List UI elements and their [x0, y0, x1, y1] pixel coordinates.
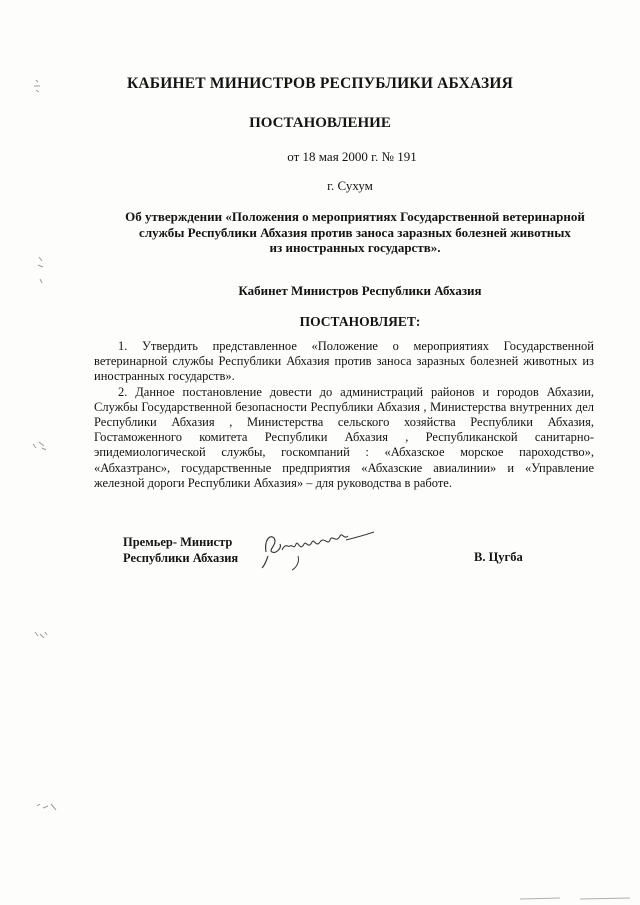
scan-speck-mark [32, 628, 50, 642]
scan-speck-mark [30, 78, 44, 94]
scan-speck-mark [34, 800, 60, 814]
document-subject [120, 209, 590, 256]
resolves-heading: ПОСТАНОВЛЯЕТ: [299, 314, 421, 329]
body-paragraph: 2. Данное постановление довести до администраций районов и городов Абхазии, Службы Государственной безопасности Республики Абхазия , Министерства внутренних дел Республики Абхазия , Министерства сельского хозяйства Республики Абхазия, Гостаможенного комитета Республики Абхазия , Республиканской санитарно-эпидемиологической службы, госкомпаний : «Абхазское морское пароходство», «Абхазтранс», государственные предприятия «Абхазские авиалинии» и «Управление железной дороги Республики Абхазия» – для руководства в работе. [94, 384, 594, 490]
subject-line: Об утверждении «Положения о мероприятиях Государственной ветеринарной [125, 209, 585, 224]
subject-line: службы Республики Абхазия против заноса заразных болезней животных [139, 224, 571, 240]
document-type: ПОСТАНОВЛЕНИЕ [249, 115, 391, 131]
document-body [94, 339, 594, 491]
date-and-number: от 18 мая 2000 г. № 191 [287, 149, 417, 164]
body-paragraph: 1. Утвердить представленное «Положение о мероприятиях Государственной ветеринарной службы Республики Абхазия против заноса заразных болезней животных из иностранных государств». [94, 339, 594, 384]
handwritten-signature [258, 522, 378, 572]
organization-header: КАБИНЕТ МИНИСТРОВ РЕСПУБЛИКИ АБХАЗИЯ [126, 75, 514, 92]
signatory-title-line: Премьер- Министр [123, 535, 233, 549]
scan-speck-mark [30, 438, 50, 454]
signatory-title [123, 535, 238, 566]
scan-speck-mark [34, 255, 48, 287]
signatory-name: В. Цугба [474, 550, 523, 564]
subject-line: из иностранных государств». [269, 240, 441, 255]
city: г. Сухум [327, 178, 373, 193]
signatory-title-line: Республики Абхазия [123, 550, 239, 565]
scan-edge-line [520, 895, 630, 901]
issuer: Кабинет Министров Республики Абхазия [238, 283, 482, 298]
